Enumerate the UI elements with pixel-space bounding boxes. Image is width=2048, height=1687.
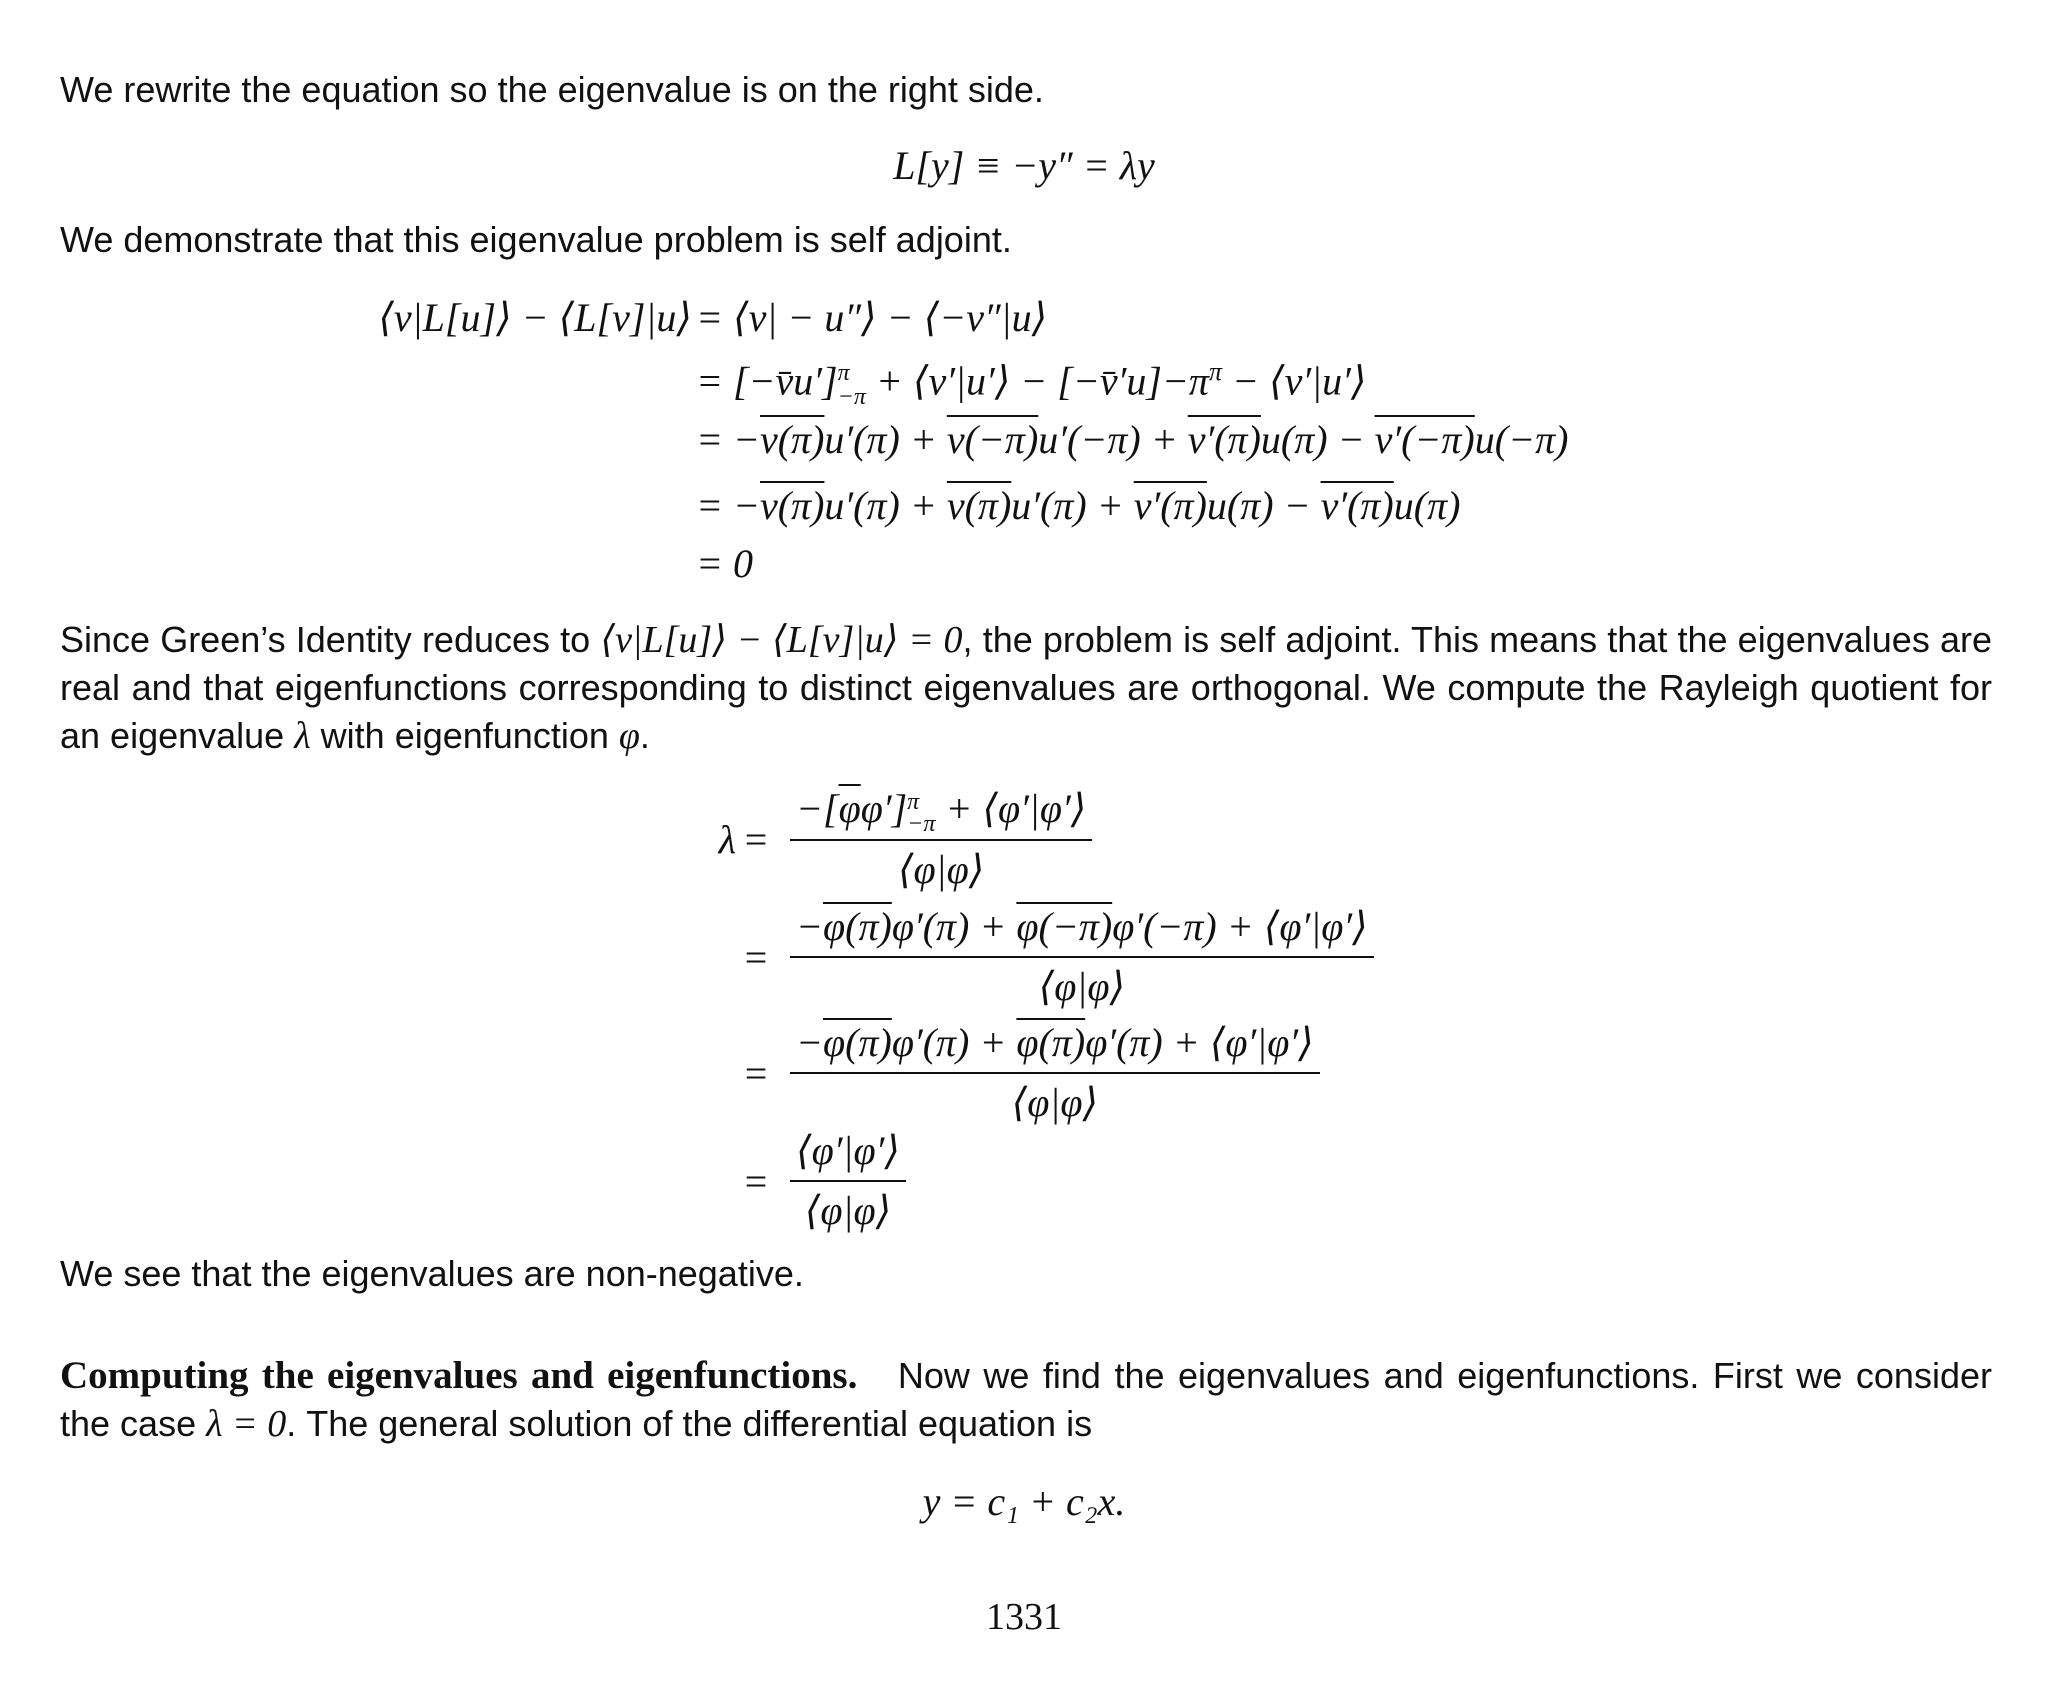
paragraph-intro: We rewrite the equation so the eigenvalue is on the right side. bbox=[60, 69, 1044, 110]
paragraph-greens-identity: Since Green’s Identity reduces to ⟨v|L[u]⟩ − ⟨L[v]|u⟩ = 0, the problem is self adjoint. This means that the eigenvalues are real and that eigenfunctions corresponding to distinct eigenvalues are orthogonal. We compute the Rayleigh quotient for an eigenvalue λ with eigenfunction φ. bbox=[60, 619, 1993, 757]
greens-line-1: = ⟨v| − u″⟩ − ⟨−v″|u⟩ bbox=[696, 295, 1048, 340]
greens-line-5: = 0 bbox=[696, 541, 753, 586]
fraction: $-[\overline{\varphi}\varphi']$ π −π + ⟨φ′|φ′⟩ ⟨φ|φ⟩ bbox=[790, 784, 1092, 895]
fraction: $\frac{-\varphi(\pi)\varphi'(\pi) + \varphi(\pi)\varphi'(\pi) + ⟨\varphi'|\varphi'⟩}{⟨\varphi|\varphi⟩}$ bbox=[790, 1018, 1320, 1128]
equation-general-solution: y = c₁ + c₂x. bbox=[922, 1479, 1126, 1524]
rayleigh-line-1: λ = $-[\overline{\varphi}\varphi']$ π −π + ⟨φ′|φ′⟩ ⟨φ|φ⟩ bbox=[660, 784, 1092, 895]
greens-line-4: = −v(π)u′(π) + v(π)u′(π) + v′(π)u(π) − v′(π)u(π) bbox=[696, 483, 1461, 528]
rayleigh-line-2: = $\frac{-\varphi(\pi)\varphi'(\pi) + \varphi(-\pi)\varphi'(-\pi) + ⟨\varphi'|\varphi'⟩}{⟨\varphi|\varphi⟩}$ bbox=[660, 902, 1374, 1012]
rayleigh-line-4: = $\frac{⟨\varphi'|\varphi'⟩}{⟨\varphi|\varphi⟩}$ bbox=[660, 1126, 906, 1236]
greens-line-2: = [−v̄u′] π −π + ⟨v′|u′⟩ − $[-v̄'u]-\pi^\pi$ − ⟨v′|u′⟩ bbox=[696, 357, 1367, 411]
greens-line-3: = −v(π)u′(π) + v(−π)u′(−π) + v′(π)u(π) − v′(−π)u(−π) bbox=[696, 417, 1569, 462]
paragraph-self-adjoint: We demonstrate that this eigenvalue problem is self adjoint. bbox=[60, 219, 1012, 260]
paragraph-non-negative: We see that the eigenvalues are non-negative. bbox=[60, 1253, 804, 1294]
fraction: $\frac{-\varphi(\pi)\varphi'(\pi) + \varphi(-\pi)\varphi'(-\pi) + ⟨\varphi'|\varphi'⟩}{⟨\varphi|\varphi⟩}$ bbox=[790, 902, 1374, 1012]
page-number: 1331 bbox=[986, 1596, 1062, 1638]
equation-operator: L[y] ≡ −y″ = λy bbox=[893, 143, 1155, 188]
greens-lhs: ⟨v|L[u]⟩ − ⟨L[v]|u⟩ bbox=[378, 295, 692, 340]
section-heading: Computing the eigenvalues and eigenfunctions. bbox=[60, 1354, 858, 1397]
rayleigh-line-3: = $\frac{-\varphi(\pi)\varphi'(\pi) + \varphi(\pi)\varphi'(\pi) + ⟨\varphi'|\varphi'⟩}{⟨\varphi|\varphi⟩}$ bbox=[660, 1018, 1320, 1128]
paragraph-computing: Computing the eigenvalues and eigenfunctions. Now we find the eigenvalues and eigenfunctions. First we consider the case λ = 0. The general solution of the differential equation is bbox=[60, 1354, 1992, 1445]
fraction: $\frac{⟨\varphi'|\varphi'⟩}{⟨\varphi|\varphi⟩}$ bbox=[790, 1126, 906, 1236]
